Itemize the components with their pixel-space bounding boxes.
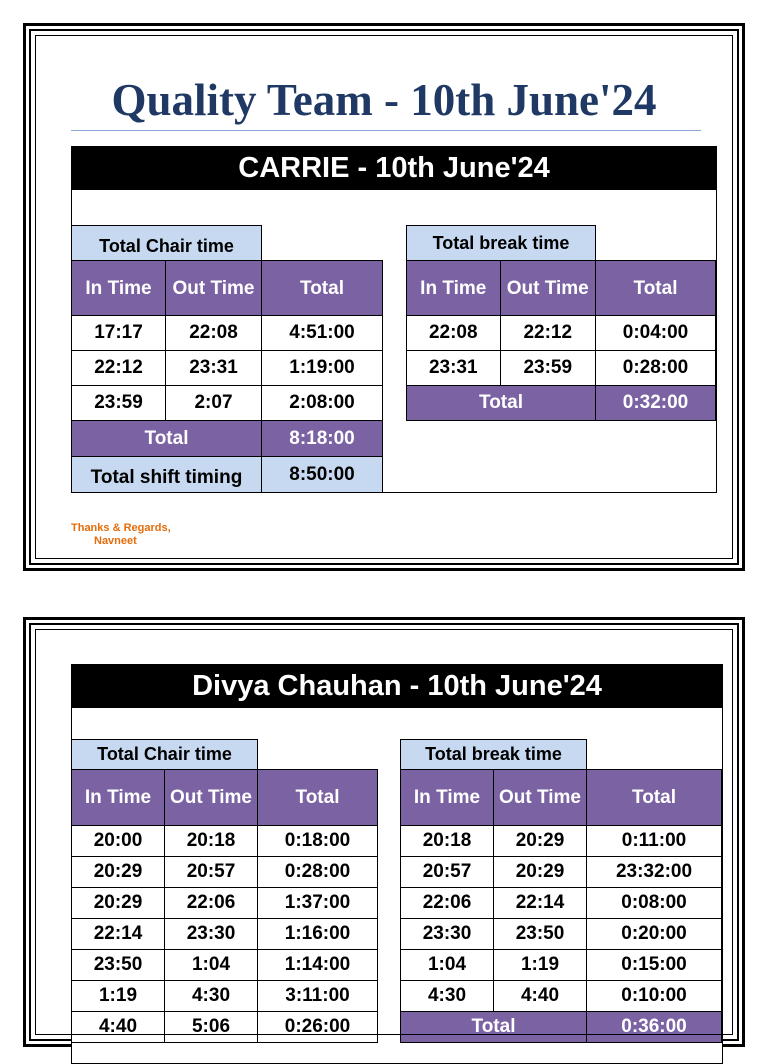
chair-time-table: [71, 739, 378, 1043]
table-row: 20:29 20:57 0:28:00: [72, 857, 378, 888]
table-row: 20:57 20:29 23:32:00: [401, 857, 722, 888]
col-header-in-time: In Time: [401, 770, 494, 826]
total-row: [72, 421, 383, 457]
section-banner: CARRIE - 10th June'24: [72, 147, 716, 190]
chair-time-caption: Total Chair time: [72, 226, 262, 261]
total-row: [407, 386, 716, 421]
table-row: 23:50 1:04 1:14:00: [72, 950, 378, 981]
title-underline: [71, 130, 701, 131]
col-header-total: Total: [596, 261, 716, 316]
total-value: 0:36:00: [587, 1012, 722, 1043]
table-row: 22:14 23:30 1:16:00: [72, 919, 378, 950]
divya-panel: [71, 664, 723, 1064]
table-row: 23:30 23:50 0:20:00: [401, 919, 722, 950]
table-row: 20:00 20:18 0:18:00: [72, 826, 378, 857]
table-row: 22:06 22:14 0:08:00: [401, 888, 722, 919]
col-header-total: Total: [587, 770, 722, 826]
page-title: Quality Team - 10th June'24: [111, 75, 657, 125]
regards-line: Thanks & Regards,: [71, 522, 171, 534]
break-time-table: [400, 739, 722, 1043]
total-value: 0:32:00: [596, 386, 716, 421]
break-time-caption: Total break time: [401, 740, 587, 770]
chair-time-table: [71, 225, 383, 493]
table-row: 4:30 4:40 0:10:00: [401, 981, 722, 1012]
col-header-in-time: In Time: [72, 770, 165, 826]
table-row: 22:08 22:12 0:04:00: [407, 316, 716, 351]
total-label: Total: [72, 421, 262, 457]
table-row: 22:12 23:31 1:19:00: [72, 351, 383, 386]
table-row: 17:17 22:08 4:51:00: [72, 316, 383, 351]
chair-time-caption: Total Chair time: [72, 740, 258, 770]
total-label: Total: [407, 386, 596, 421]
table-row: 1:19 4:30 3:11:00: [72, 981, 378, 1012]
shift-timing-label: Total shift timing: [72, 457, 262, 493]
table-row: 1:04 1:19 0:15:00: [401, 950, 722, 981]
break-time-caption: Total break time: [407, 226, 596, 261]
shift-row: [72, 457, 383, 493]
col-header-in-time: In Time: [407, 261, 501, 316]
carrie-panel: [71, 146, 717, 493]
table-row: 23:31 23:59 0:28:00: [407, 351, 716, 386]
shift-timing-value: 8:50:00: [262, 457, 383, 493]
col-header-out-time: Out Time: [494, 770, 587, 826]
col-header-out-time: Out Time: [166, 261, 262, 316]
table-row: 20:18 20:29 0:11:00: [401, 826, 722, 857]
total-label: Total: [401, 1012, 587, 1043]
col-header-in-time: In Time: [72, 261, 166, 316]
regards-name: Navneet: [94, 535, 137, 547]
col-header-out-time: Out Time: [500, 261, 595, 316]
total-value: 8:18:00: [262, 421, 383, 457]
col-header-total: Total: [262, 261, 383, 316]
break-time-table: [406, 225, 716, 421]
col-header-total: Total: [258, 770, 378, 826]
col-header-out-time: Out Time: [165, 770, 258, 826]
table-row: 4:40 5:06 0:26:00: [72, 1012, 378, 1043]
table-row: 20:29 22:06 1:37:00: [72, 888, 378, 919]
signature-block: [71, 522, 171, 548]
total-row: [401, 1012, 722, 1043]
table-row: 23:59 2:07 2:08:00: [72, 386, 383, 421]
report-card-carrie: [23, 23, 745, 571]
section-banner: Divya Chauhan - 10th June'24: [72, 665, 722, 708]
report-card-divya: [23, 617, 745, 1047]
